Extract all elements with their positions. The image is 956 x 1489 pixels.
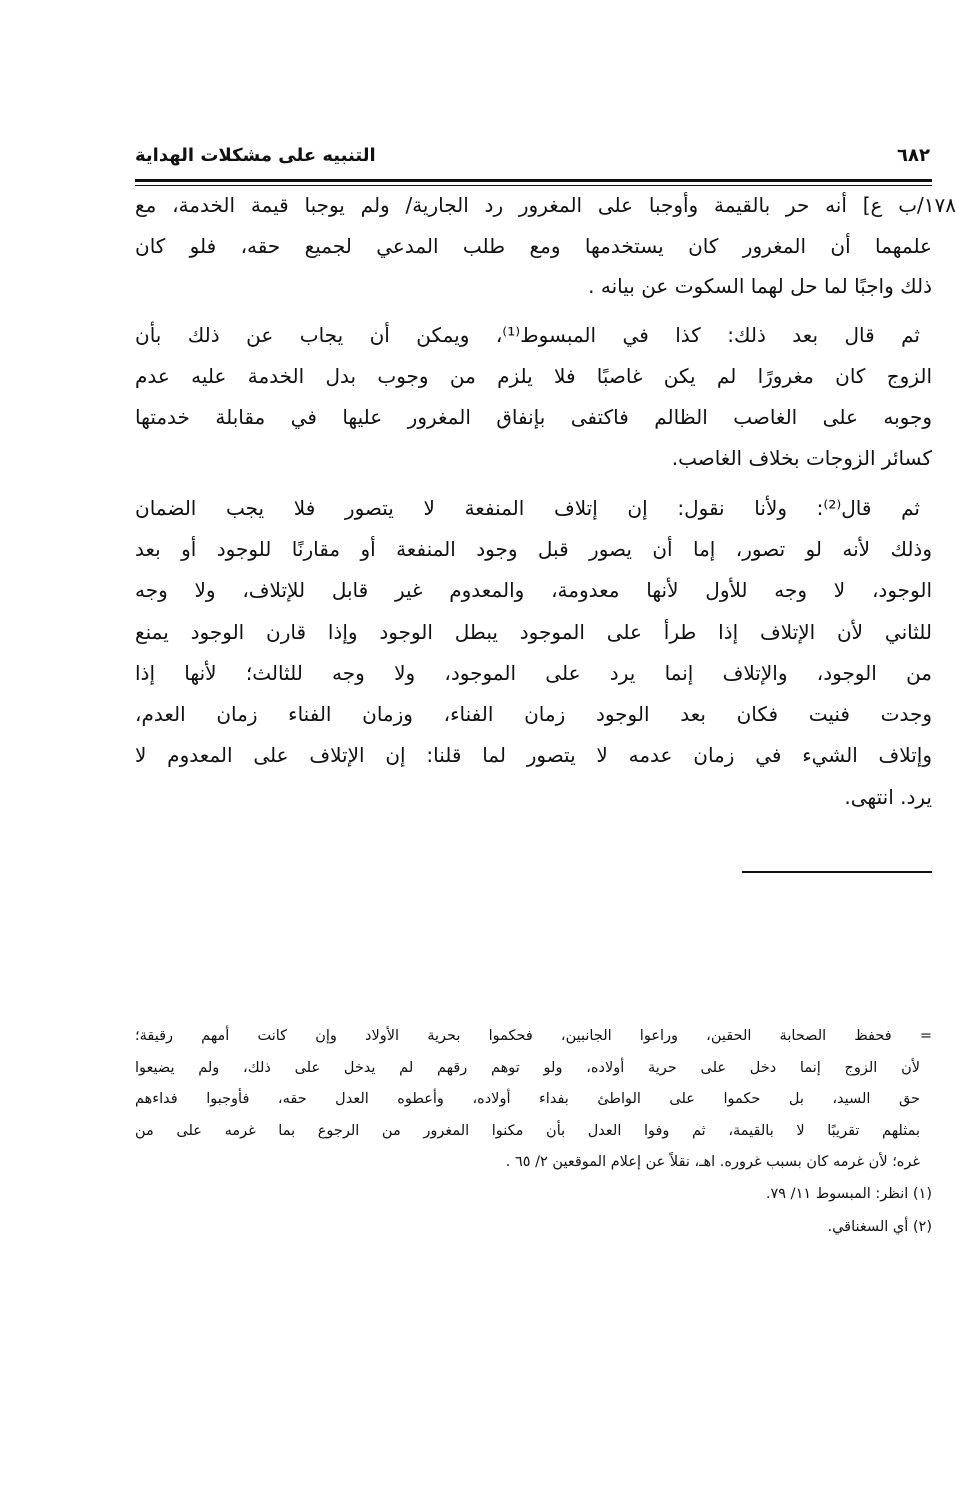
footnote-1: (١) انظر: المبسوط ١١/ ٧٩.	[765, 1186, 932, 1202]
footnote-separator	[742, 871, 932, 873]
footnote-line: = فحفظ الصحابة الحقين، وراعوا الجانبين، فحكموا بحرية الأولاد وإن كانت أمهم رقيقة؛	[135, 1028, 932, 1044]
body-line: ذلك واجبًا لما حل لهما السكوت عن بيانه .	[588, 274, 932, 298]
header-rule-thin	[135, 185, 932, 186]
body-line: ثم قال⁽²⁾: ولأنا نقول: إن إتلاف المنفعة لا يتصور فلا يجب الضمان	[135, 496, 920, 520]
body-line: ثم قال بعد ذلك: كذا في المبسوط⁽¹⁾، ويمكن أن يجاب عن ذلك بأن	[135, 323, 921, 347]
body-line: وإتلاف الشيء في زمان عدمه لا يتصور لما قلنا: إن الإتلاف على المعدوم لا	[135, 743, 932, 767]
running-title: التنبيه على مشكلات الهداية	[135, 145, 376, 166]
body-line: كسائر الزوجات بخلاف الغاصب.	[671, 446, 932, 470]
footnote-2: (٢) أي السغناقي.	[827, 1219, 932, 1235]
body-line: للثاني لأن الإتلاف إذا طرأ على الموجود يبطل الوجود وإذا قارن الوجود يمنع	[135, 620, 932, 644]
body-line: علمهما أن المغرور كان يستخدمها ومع طلب المدعي لجميع حقه، فلو كان	[135, 234, 932, 258]
body-line: وجدت فنيت فكان بعد الوجود زمان الفناء، وزمان الفناء زمان العدم،	[135, 702, 932, 726]
footnote-line: غره؛ لأن غرمه كان بسبب غروره. اهـ، نقلاً عن إعلام الموقعين ٢/ ٦٥ .	[505, 1154, 920, 1170]
body-line: وذلك لأنه لو تصور، إما أن يصور قبل وجود المنفعة أو مقارنًا للوجود أو بعد	[135, 537, 932, 561]
header-rule	[135, 179, 932, 182]
footnote-line: حق السيد، بل حكموا على الواطئ بفداء أولاده، وأعطوه العدل حقه، فأوجبوا فداءهم	[135, 1091, 920, 1107]
body-line: الزوج كان مغرورًا لم يكن غاصبًا فلا يلزم من وجوب بدل الخدمة عليه عدم	[135, 364, 932, 388]
footnote-line: لأن الزوج إنما دخل على حرية أولاده، ولو توهم رقهم لم يدخل على ذلك، ولم يضيعوا	[135, 1060, 920, 1076]
body-line: من الوجود، والإتلاف إنما يرد على الموجود، ولا وجه للثالث؛ لأنها إذا	[135, 661, 932, 685]
page-number: ٦٨٢	[897, 145, 930, 166]
footnote-line: بمثلهم تقريبًا لا بالقيمة، ثم وفوا العدل بأن مكنوا المغرور من الرجوع بما غرمه على من	[135, 1123, 920, 1139]
body-line: يرد. انتهى.	[844, 785, 932, 809]
body-line: وجوبه على الغاصب الظالم فاكتفى بإنفاق المغرور عليها في مقابلة خدمتها	[135, 405, 932, 429]
body-line: الوجود، لا وجه للأول لأنها معدومة، والمعدوم غير قابل للإتلاف، ولا وجه	[135, 578, 932, 602]
body-line: ١٧٨/ب ع] أنه حر بالقيمة وأوجبا على المغرور رد الجارية/ ولم يوجبا قيمة الخدمة، مع	[135, 193, 956, 217]
